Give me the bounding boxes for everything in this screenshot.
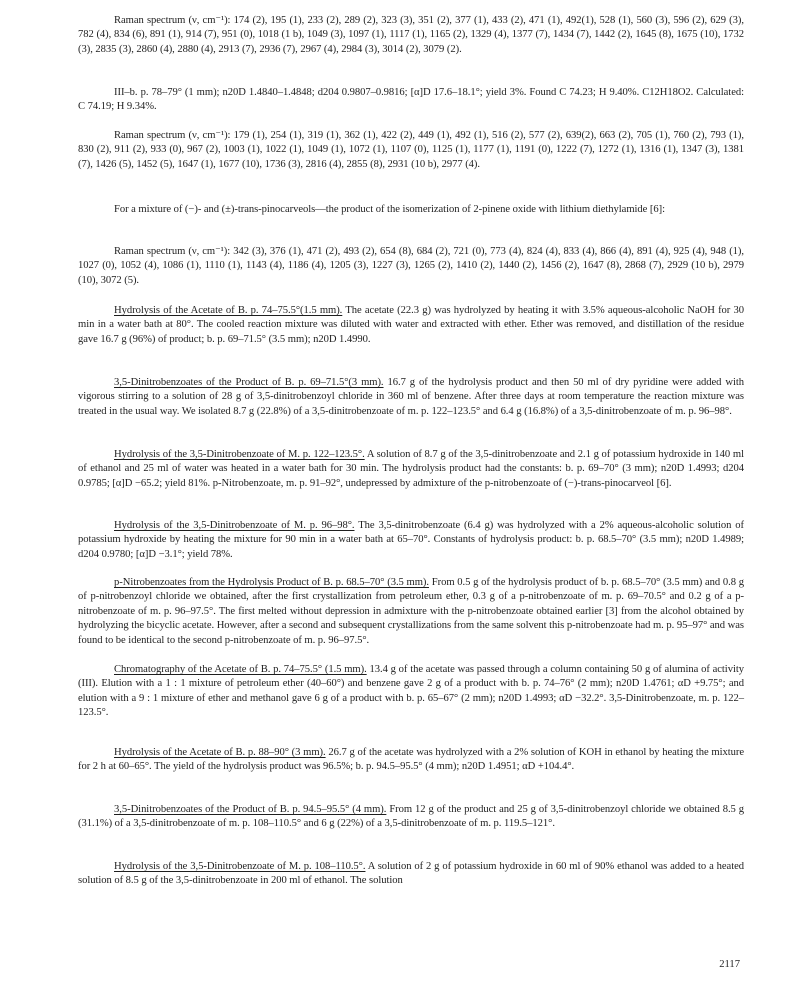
paragraph-raman-spectrum-1 [78, 14, 744, 57]
paragraph-dinitrobenzoates-69 [78, 376, 744, 419]
section-heading: Hydrolysis of the Acetate of B. p. 88–90° (3 mm). [114, 747, 326, 758]
paragraph-text: The acetate (22.3 g) was hydrolyzed by heating it with 3.5% aqueous-alcoholic NaOH for 30 min in a water bath at 80°. The cooled reaction mixture was diluted with water and extracted with ether. Ether was removed, and distillation of the residue gave 16.7 g (96%) of product; b. p. 69–71.5° (3.5 mm); n20D 1.4990. [78, 305, 745, 345]
paragraph-hydrolysis-dnb-96 [78, 519, 744, 562]
paragraph-hydrolysis-acetate-74 [78, 304, 744, 347]
paragraph-text: III–b. p. 78–79° (1 mm); n20D 1.4840–1.4848; d204 0.9807–0.9816; [α]D 17.6–18.1°; yield 3%. Found C 74.23; H 9.40%. C12H18O2. Calculated: C 74.19; H 9.34%. [78, 87, 744, 113]
section-heading: Chromatography of the Acetate of B. p. 74–75.5° (1.5 mm). [114, 664, 367, 675]
section-heading: p-Nitrobenzoates from the Hydrolysis Product of B. p. 68.5–70° (3.5 mm). [114, 577, 429, 588]
page-number: 2117 [719, 959, 740, 970]
paragraph-pinocarveols-mixture [78, 203, 744, 217]
section-heading: 3,5-Dinitrobenzoates of the Product of B. p. 94.5–95.5° (4 mm). [114, 804, 387, 815]
section-heading: Hydrolysis of the 3,5-Dinitrobenzoate of M. p. 96–98°. [114, 520, 355, 531]
section-heading: Hydrolysis of the 3,5-Dinitrobenzoate of M. p. 108–110.5°. [114, 861, 366, 872]
paragraph-fraction-iii [78, 86, 744, 115]
paragraph-text: Raman spectrum (ν, cm⁻¹): 174 (2), 195 (1), 233 (2), 289 (2), 323 (3), 351 (2), 377 (1), 433 (2), 471 (1), 492(1), 528 (1), 560 (3), 596 (2), 629 (3), 782 (4), 834 (6), 891 (1), 914 (7), 951 (0), 1018 (1 b), 1049 (3), 1097 (1), 1117 (1), 1165 (2), 1329 (4), 1377 (7), 1434 (7), 1442 (2), 1645 (8), 1675 (10), 1732 (3), 2835 (3), 2860 (4), 2880 (4), 2913 (7), 2936 (7), 2967 (4), 2984 (3), 3014 (2), 3079 (2). [78, 15, 744, 55]
paragraph-text: Raman spectrum (ν, cm⁻¹): 342 (3), 376 (1), 471 (2), 493 (2), 654 (8), 684 (2), 721 (0), 773 (4), 824 (4), 833 (4), 866 (4), 891 (4), 925 (4), 948 (1), 1027 (0), 1052 (4), 1086 (1), 1110 (1), 1143 (4), 1186 (4), 1205 (3), 1227 (3), 1265 (2), 1410 (2), 1440 (2), 1456 (2), 1647 (8), 2868 (7), 2929 (10 b), 2979 (10), 3072 (5). [78, 246, 744, 286]
paragraph-hydrolysis-dnb-108 [78, 860, 744, 889]
paragraph-p-nitrobenzoates [78, 576, 744, 648]
paragraph-text: A solution of 2 g of potassium hydroxide in 60 ml of 90% ethanol was added to a heated solution of 8.5 g of the 3,5-dinitrobenzoate in 200 ml of ethanol. The solution [78, 861, 744, 887]
paragraph-text: The 3,5-dinitrobenzoate (6.4 g) was hydrolyzed with a 2% aqueous-alcoholic solution of potassium hydroxide by heating the mixture for 90 min in a water bath at 65–70°. Constants of hydrolysis product: b. p. 68.5–70° (3.5 mm); n20D 1.4989; d204 0.9780; [α]D −3.1°; yield 78%. [78, 520, 744, 560]
paragraph-dinitrobenzoates-94 [78, 803, 744, 832]
paragraph-hydrolysis-dnb-122 [78, 448, 744, 491]
paragraph-text: From 0.5 g of the hydrolysis product of b. p. 68.5–70° (3.5 mm) and 0.8 g of p-nitrobenzoyl chloride we obtained, after the first crystallization from petroleum ether, 0.3 g of a p-nitrobenzoate of m. p. 69–70.5° and 0.2 g of a p-nitrobenzoate of m. p. 96–97.5°. The first melted without depression in admixture with the p-nitrobenzoate obtained earlier [3] from the alcohol obtained by hydrolyzing the bicyclic acetate. However, after a second and subsequent crystallizations from the same solvent this p-nitrobenzoate had m. p. 95–97° and was found to be identical to the second p-nitrobenzoate of m. p. 96–97.5°. [78, 577, 744, 646]
paragraph-text: 26.7 g of the acetate was hydrolyzed with a 2% solution of KOH in ethanol by heating the mixture for 2 h at 60–65°. The yield of the hydrolysis product was 96.5%; b. p. 94.5–95.5° (4 mm); n20D 1.4951; αD +104.4°. [78, 747, 744, 773]
paragraph-text: Raman spectrum (ν, cm⁻¹): 179 (1), 254 (1), 319 (1), 362 (1), 422 (2), 449 (1), 492 (1), 516 (2), 577 (2), 639(2), 663 (2), 705 (1), 760 (2), 793 (1), 830 (2), 911 (2), 933 (0), 967 (2), 1003 (1), 1022 (1), 1049 (1), 1072 (1), 1107 (0), 1125 (1), 1177 (1), 1191 (0), 1222 (7), 1272 (1), 1316 (1), 1347 (3), 1381 (7), 1426 (5), 1452 (5), 1647 (1), 1677 (10), 1736 (3), 2816 (4), 2855 (8), 2931 (10 b), 2977 (4). [78, 130, 744, 170]
section-heading: 3,5-Dinitrobenzoates of the Product of B. p. 69–71.5°(3 mm). [114, 377, 384, 388]
paragraph-text: For a mixture of (−)- and (±)-trans-pinocarveols—the product of the isomerization of 2-pinene oxide with lithium diethylamide [6]: [114, 204, 666, 215]
paragraph-text: From 12 g of the product and 25 g of 3,5-dinitrobenzoyl chloride we obtained 8.5 g (31.1%) of a 3,5-dinitrobenzoate of m. p. 108–110.5° and 6 g (22%) of a 3,5-dinitrobenzoate of m. p. 119.5–121°. [78, 804, 744, 830]
paragraph-text: 13.4 g of the acetate was passed through a column containing 50 g of alumina of activity (III). Elution with a 1 : 1 mixture of petroleum ether (40–60°) and benzene gave 2 g of a product with b. p. 74–76° (2 mm); n20D 1.4761; αD +9.75°; and elution with a 9 : 1 mixture of ether and methanol gave 6 g of a product with b. p. 65–67° (2 mm); n20D 1.4993; αD −32.2°. 3,5-Dinitrobenzoate, m. p. 122–123.5°. [78, 664, 744, 719]
paragraph-chromatography [78, 663, 744, 721]
paragraph-text: A solution of 8.7 g of the 3,5-dinitrobenzoate and 2.1 g of potassium hydroxide in 140 ml of ethanol and 25 ml of water was heated in a water bath for 30 min. The hydrolysis product had the constants: b. p. 69–70° (3 mm); n20D 1.4993; d204 0.9785; [α]D −65.2; yield 81%. p-Nitrobenzoate, m. p. 91–92°, undepressed by admixture of the p-nitrobenzoate of (−)-trans-pinocarveol [6]. [78, 449, 744, 489]
paragraph-raman-spectrum-3 [78, 245, 744, 288]
paragraph-text: 16.7 g of the hydrolysis product and then 50 ml of dry pyridine were added with vigorous stirring to a solution of 28 g of 3,5-dinitrobenzoyl chloride in 360 ml of benzene. After three days at room temperature the reaction mixture was treated in the usual way. We isolated 8.7 g (22.8%) of a 3,5-dinitrobenzoate of m. p. 122–123.5° and 6.4 g (16.8%) of a 3,5-dinitrobenzoate of m. p. 96–98°. [78, 377, 744, 417]
section-heading: Hydrolysis of the Acetate of B. p. 74–75.5°(1.5 mm). [114, 305, 343, 316]
paragraph-raman-spectrum-2 [78, 129, 744, 172]
paragraph-hydrolysis-acetate-88 [78, 746, 744, 775]
section-heading: Hydrolysis of the 3,5-Dinitrobenzoate of M. p. 122–123.5°. [114, 449, 365, 460]
